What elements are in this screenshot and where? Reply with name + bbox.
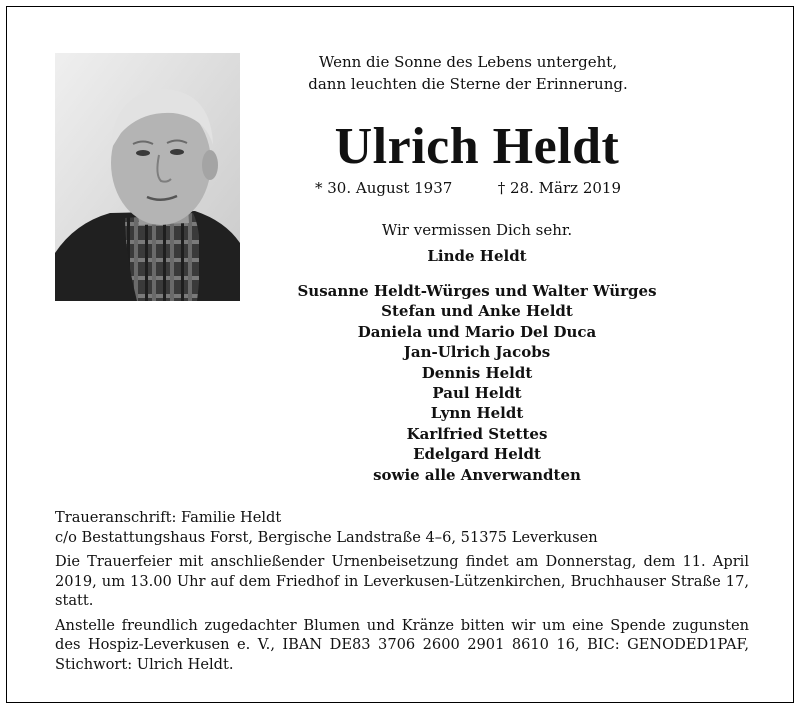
portrait-photo [55, 53, 240, 301]
life-dates [315, 177, 645, 199]
address-line: c/o Bestattungshaus Forst, Bergische Landstraße 4–6, 51375 Leverkusen [55, 528, 598, 546]
spouse-name: Linde Heldt [427, 247, 527, 265]
mourners-list [277, 281, 677, 485]
portrait-image [55, 53, 240, 301]
farewell-text: Wir vermissen Dich sehr. [381, 221, 573, 239]
birth-date: * 30. August 1937 [315, 179, 453, 197]
mourner-name: Jan-Ulrich Jacobs [403, 343, 551, 362]
mourner-closing: sowie alle Anverwandten [373, 465, 581, 484]
mourner-name: Lynn Heldt [430, 404, 524, 423]
mourner-name: Stefan und Anke Heldt [381, 302, 573, 321]
mourner-name: Daniela und Mario Del Duca [357, 322, 597, 341]
obituary-notice [6, 6, 794, 703]
memorial-quote [303, 51, 633, 95]
donation-info: Anstelle freundlich zugedachter Blumen und Kränze bitten wir um eine Spende zugunsten des Hospiz-Leverkusen e. V., IBAN DE83 3706 2600 2901 8610 16, BIC: GENODED1PAF, Stichwort: Ulrich Heldt. [55, 616, 749, 673]
quote-line: dann leuchten die Sterne der Erinnerung. [308, 75, 628, 93]
notice-details [55, 508, 749, 679]
deceased-name: Ulrich Heldt [334, 118, 620, 175]
death-date: † 28. März 2019 [497, 179, 621, 197]
mourner-name: Dennis Heldt [421, 363, 533, 382]
mourner-name: Karlfried Stettes [406, 424, 548, 443]
address-line: Traueranschrift: Familie Heldt [55, 509, 282, 526]
mourner-name: Paul Heldt [432, 384, 522, 403]
mourner-name: Susanne Heldt-Würges und Walter Würges [297, 282, 657, 300]
mourning-address [55, 508, 749, 547]
mourner-name: Edelgard Heldt [413, 445, 541, 464]
quote-line: Wenn die Sonne des Lebens untergeht, [318, 53, 618, 71]
ceremony-info: Die Trauerfeier mit anschließender Urnenbeisetzung findet am Donnerstag, dem 11. April 2019, um 13.00 Uhr auf dem Friedhof in Leverkusen-Lützenkirchen, Bruchhauser Straße 17, statt. [55, 553, 749, 609]
